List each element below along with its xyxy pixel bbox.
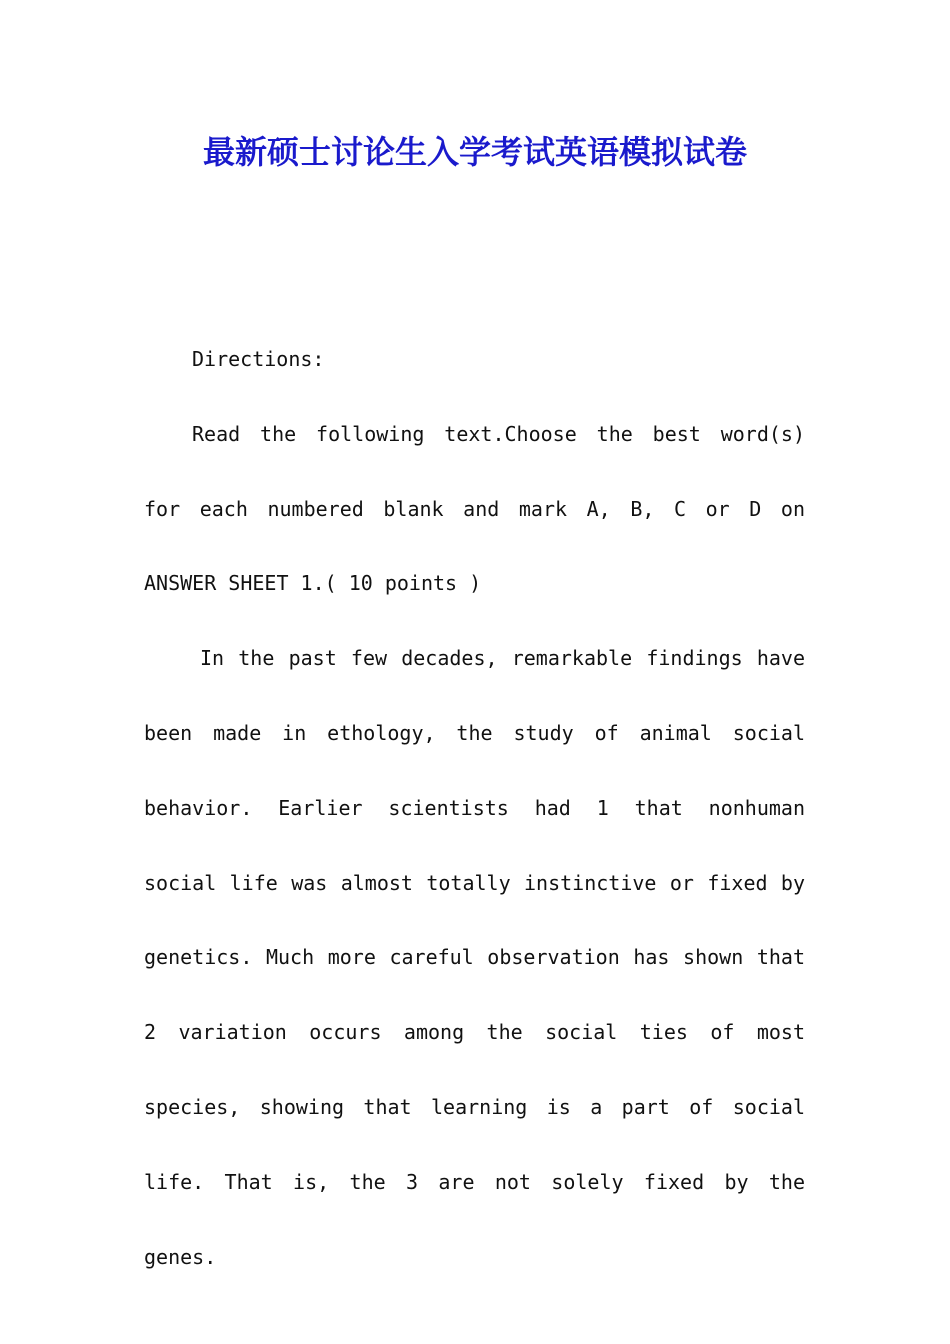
directions-label: Directions: <box>192 347 325 371</box>
document-title: 最新硕士讨论生入学考试英语模拟试卷 <box>202 133 747 171</box>
document-body <box>144 322 805 1294</box>
instructions-paragraph: Read the following text.Choose the best word(s) for each numbered blank and mark A, B, C or D on ANSWER SHEET 1.( 10 points ) <box>144 421 805 596</box>
passage-paragraph: In the past few decades, remarkable findings have been made in ethology, the study of animal social behavior. Earlier scientists had 1 that nonhuman social life was almost totally instinctive or fixed by genetics. Much more careful observation has shown that 2 variation occurs among the social ties of most species, showing that learning is a part of social life. That is, the 3 are not solely fixed by the genes. <box>144 646 805 1269</box>
